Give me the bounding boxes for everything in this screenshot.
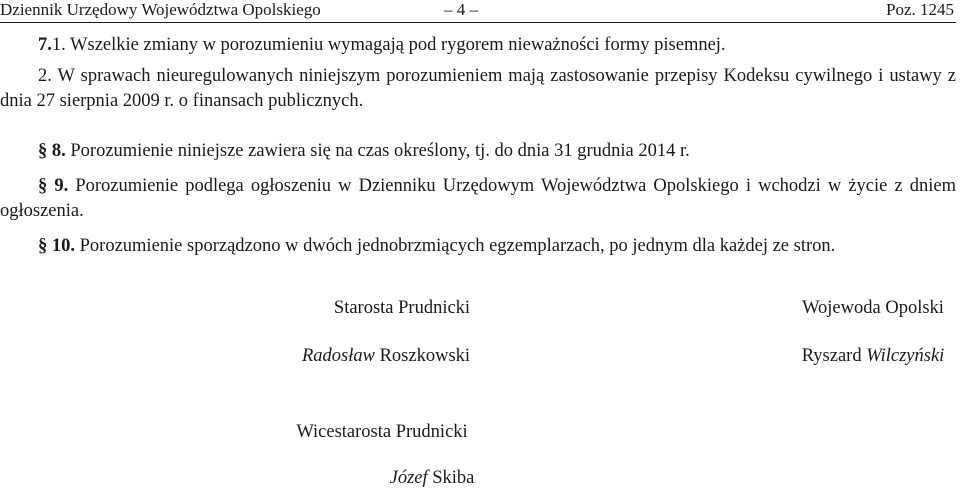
paragraph-9: [0, 174, 956, 224]
paragraph-10: [0, 234, 960, 259]
signature-first-name: Radosław: [301, 346, 375, 366]
signature-last-name: Roszkowski: [374, 346, 471, 366]
paragraph-7-1: [0, 33, 960, 58]
paragraph-text: 1. Wszelkie zmiany w porozumieniu wymagają pod rygorem nieważności formy pisemnej.: [51, 35, 726, 55]
signature-first-name: Józef: [389, 468, 428, 488]
signature-role-wicestarosta: Wicestarosta Prudnicki: [296, 422, 468, 442]
signature-first-name: Ryszard: [801, 346, 867, 366]
position-number: Poz. 1245: [886, 0, 954, 19]
paragraph-8: [0, 139, 960, 164]
paragraph-text: 2. W sprawach nieuregulowanych niniejszym porozumieniem mają zastosowanie przepisy Kodeksu cywilnego i ustawy z dnia 27 sierpnia 2009 r. o finansach publicznych.: [0, 66, 956, 111]
paragraph-number: § 9.: [38, 176, 69, 196]
signature-last-name: Skiba: [427, 468, 475, 488]
signature-role-wojewoda: Wojewoda Opolski: [802, 298, 944, 318]
signature-last-name: Wilczyński: [866, 346, 945, 366]
signature-name-wicestarosta: [380, 467, 484, 489]
paragraph-number: 7.: [38, 35, 52, 55]
signature-name-wojewoda: [790, 345, 956, 367]
signature-role-starosta: Starosta Prudnicki: [333, 298, 471, 318]
paragraph-text: Porozumienie podlega ogłoszeniu w Dzienniku Urzędowym Województwa Opolskiego i wchodzi w życie z dniem ogłoszenia.: [0, 176, 957, 221]
paragraph-number: § 8.: [38, 141, 66, 161]
page-header: [0, 0, 960, 20]
signature-name-starosta: [288, 345, 484, 367]
paragraph-number: § 10.: [38, 236, 75, 256]
paragraph-7-2: [0, 64, 956, 114]
paragraph-text: Porozumienie niniejsze zawiera się na czas określony, tj. do dnia 31 grudnia 2014 r.: [65, 141, 690, 161]
header-divider: [0, 22, 956, 23]
page-number: – 4 –: [444, 0, 478, 19]
journal-title: Dziennik Urzędowy Województwa Opolskiego: [0, 0, 321, 19]
paragraph-text: Porozumienie sporządzono w dwóch jednobrzmiących egzemplarzach, po jednym dla każdej ze stron.: [75, 236, 836, 256]
